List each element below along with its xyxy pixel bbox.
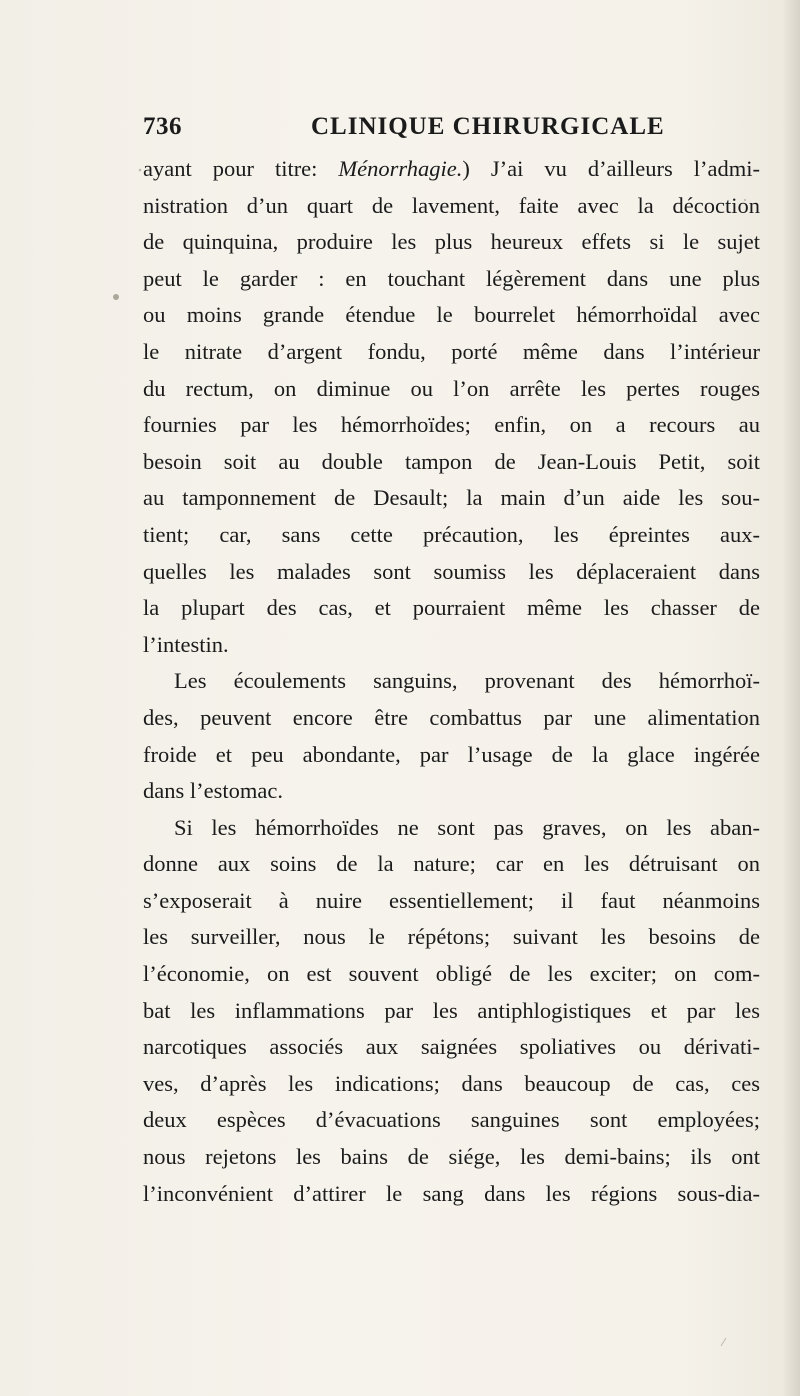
text-line: deux espèces d’évacuations sanguines sont employées;	[143, 1107, 760, 1133]
text-line: l’intestin.	[143, 631, 229, 657]
text-line: l’inconvénient d’attirer le sang dans les régions sous-dia-	[143, 1180, 760, 1206]
speck	[139, 169, 142, 172]
text-line: des, peuvent encore être combattus par une alimentation	[143, 704, 760, 730]
text-line: les surveiller, nous le répétons; suivant les besoins de	[143, 924, 760, 950]
text-line: le nitrate d’argent fondu, porté même dans l’intérieur	[143, 338, 760, 364]
text-line: nous rejetons les bains de siége, les demi-bains; ils ont	[143, 1144, 760, 1170]
text-line: de quinquina, produire les plus heureux effets si le sujet	[143, 229, 760, 255]
text-line: la plupart des cas, et pourraient même les chasser de	[143, 595, 760, 621]
text-line: ves, d’après les indications; dans beaucoup de cas, ces	[143, 1070, 760, 1096]
text-line: Les écoulements sanguins, provenant des hémorrhoï-	[174, 668, 760, 694]
text-line: nistration d’un quart de lavement, faite avec la décoction	[143, 192, 760, 218]
text-line: au tamponnement de Desault; la main d’un aide les sou-	[143, 485, 760, 511]
text-line: Si les hémorrhoïdes ne sont pas graves, on les aban-	[174, 814, 760, 840]
running-title: CLINIQUE CHIRURGICALE	[311, 113, 665, 140]
text-line: l’économie, on est souvent obligé de les exciter; on com-	[143, 961, 760, 987]
text-line: du rectum, on diminue ou l’on arrête les pertes rouges	[143, 375, 760, 401]
text-line: dans l’estomac.	[143, 778, 283, 804]
text-line: peut le garder : en touchant légèrement dans une plus	[143, 265, 760, 291]
speck	[113, 294, 119, 300]
text-segment: ) J’ai vu d’ailleurs l’admi-	[462, 156, 760, 181]
page-edge-shadow	[782, 0, 800, 1396]
text-line: froide et peu abondante, par l’usage de la glace ingérée	[143, 741, 760, 767]
speck	[721, 1338, 726, 1346]
text-line	[143, 151, 760, 188]
text-line: s’exposerait à nuire essentiellement; il faut néanmoins	[143, 887, 760, 913]
italic-title: Ménorrhagie.	[338, 156, 463, 181]
text-line: quelles les malades sont soumiss les déplaceraient dans	[143, 558, 760, 584]
text-segment: ayant pour titre:	[143, 156, 339, 181]
paragraph-3	[143, 810, 760, 1213]
page-number: 736	[143, 113, 182, 140]
text-line: tient; car, sans cette précaution, les épreintes aux-	[143, 521, 760, 547]
paragraph-2	[143, 663, 760, 809]
page-header	[143, 113, 760, 153]
text-line: ou moins grande étendue le bourrelet hémorrhoïdal avec	[143, 302, 760, 328]
text-line: donne aux soins de la nature; car en les détruisant on	[143, 851, 760, 877]
body-text	[143, 151, 760, 1212]
text-line: bat les inflammations par les antiphlogistiques et par les	[143, 997, 760, 1023]
text-line: narcotiques associés aux saignées spoliatives ou dérivati-	[143, 1034, 760, 1060]
text-line: fournies par les hémorrhoïdes; enfin, on a recours au	[143, 412, 760, 438]
paragraph-1	[143, 151, 760, 663]
text-line: besoin soit au double tampon de Jean-Louis Petit, soit	[143, 448, 760, 474]
